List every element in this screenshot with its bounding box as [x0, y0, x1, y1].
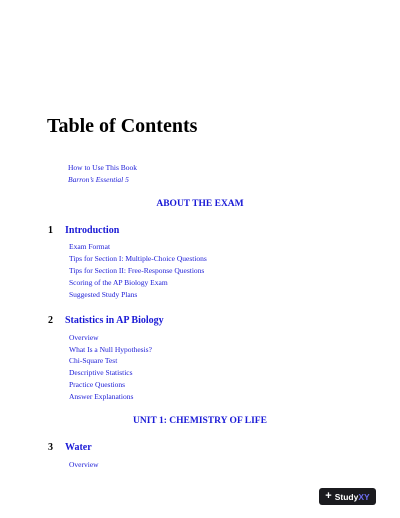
part-heading-about-exam[interactable]: ABOUT THE EXAM	[156, 199, 244, 209]
chapter-heading-2[interactable]	[48, 315, 164, 326]
chapter-title[interactable]: Water	[65, 442, 92, 453]
chapter-title[interactable]: Introduction	[65, 225, 120, 236]
toc-link-exam-format[interactable]: Exam Format	[69, 242, 111, 251]
studyxy-badge[interactable]	[319, 488, 376, 505]
toc-link-chi-square[interactable]: Chi-Square Test	[69, 356, 118, 365]
plus-icon: +	[325, 490, 332, 502]
part-heading-unit-1[interactable]: UNIT 1: CHEMISTRY OF LIFE	[133, 416, 267, 426]
toc-link-tips-section-2[interactable]: Tips for Section II: Free-Response Questions	[69, 266, 205, 275]
toc-link-scoring[interactable]: Scoring of the AP Biology Exam	[69, 278, 168, 287]
toc-link-essential-5[interactable]: Barron’s Essential 5	[68, 175, 129, 184]
toc-link-answer-explanations[interactable]: Answer Explanations	[69, 392, 134, 401]
toc-link-study-plans[interactable]: Suggested Study Plans	[69, 290, 138, 299]
chapter-number: 2	[48, 315, 53, 326]
toc-link-how-to-use[interactable]: How to Use This Book	[68, 163, 138, 172]
toc-link-overview[interactable]: Overview	[69, 333, 99, 342]
badge-brand-accent: XY	[358, 491, 370, 502]
toc-link-water-overview[interactable]: Overview	[69, 460, 99, 469]
toc-link-tips-section-1[interactable]: Tips for Section I: Multiple-Choice Questions	[69, 254, 207, 263]
chapter-heading-3[interactable]	[48, 442, 92, 453]
chapter-heading-1[interactable]	[48, 225, 119, 236]
toc-link-descriptive-stats[interactable]: Descriptive Statistics	[69, 368, 133, 377]
chapter-number: 1	[48, 225, 53, 236]
badge-brand-main: Study	[334, 491, 359, 502]
chapter-number: 3	[48, 442, 53, 453]
toc-link-practice-questions[interactable]: Practice Questions	[69, 380, 126, 389]
chapter-title[interactable]: Statistics in AP Biology	[65, 315, 164, 326]
page-title: Table of Contents	[47, 115, 198, 137]
toc-link-null-hypothesis[interactable]: What Is a Null Hypothesis?	[69, 345, 152, 354]
